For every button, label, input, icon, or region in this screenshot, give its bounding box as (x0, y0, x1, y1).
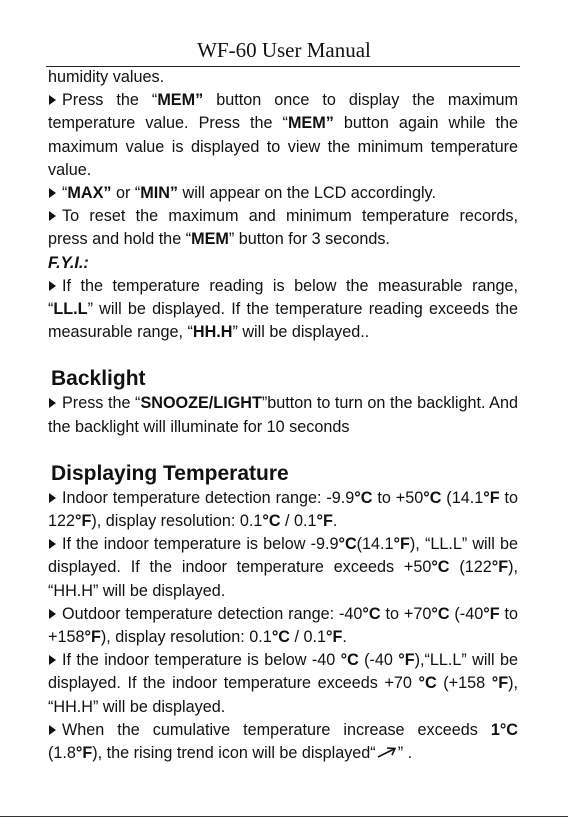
mem-instruction: Press the “MEM” button once to display the maximum temperature value. Press the “MEM” button again while the maximum value is displayed to view the minimum temperature value. (48, 91, 518, 179)
continued-text: humidity values. (48, 68, 165, 86)
page-header: WF-60 User Manual (197, 38, 371, 62)
bullet-icon (49, 95, 56, 105)
trend-note: When the cumulative temperature increase exceeds 1°C (1.8°F), the rising trend icon will be displayed“ ” . (48, 720, 518, 763)
bullet-icon (49, 281, 56, 291)
bullet-icon (49, 609, 56, 619)
reset-instruction: To reset the maximum and minimum temperature records, press and hold the “MEM” button for 3 seconds. (48, 207, 518, 249)
outdoor-range: Outdoor temperature detection range: -40°C to +70°C (-40°F to +158°F), display resolution: 0.1°C / 0.1°F. (48, 604, 518, 647)
rising-trend-icon (376, 745, 398, 759)
bullet-icon (49, 655, 56, 665)
indoor-range: Indoor temperature detection range: -9.9°C to +50°C (14.1°F to 122°F), display resolution: 0.1°C / 0.1°F. (48, 488, 518, 531)
maxmin-instruction: “MAX” or “MIN” will appear on the LCD accordingly. (48, 182, 518, 205)
backlight-instruction: Press the “SNOOZE/LIGHT”button to turn on the backlight. And the backlight will illuminate for 10 seconds (48, 394, 518, 436)
fyi-label: F.Y.I.: (48, 253, 89, 272)
bullet-icon (49, 188, 56, 198)
manual-content (48, 66, 518, 765)
bullet-icon (49, 493, 56, 503)
bullet-icon (49, 539, 56, 549)
bullet-icon (49, 211, 56, 221)
range-note: If the temperature reading is below the measurable range, “LL.L” will be displayed. If the temperature reading exceeds the measurable range, “HH.H” will be displayed.. (48, 276, 518, 342)
bullet-icon (49, 725, 56, 735)
bullet-icon (49, 398, 56, 408)
indoor-limits: If the indoor temperature is below -9.9°C(14.1°F), “LL.L” will be displayed. If the indoor temperature exceeds +50°C (122°F), “HH.H” will be displayed. (48, 535, 518, 600)
backlight-heading: Backlight (51, 367, 146, 391)
outdoor-limits: If the indoor temperature is below -40 °C (-40 °F),“LL.L” will be displayed. If the indoor temperature exceeds +70 °C (+158 °F), “HH.H” will be displayed. (48, 651, 518, 716)
footer-rule (0, 816, 568, 817)
temperature-heading: Displaying Temperature (51, 461, 289, 485)
